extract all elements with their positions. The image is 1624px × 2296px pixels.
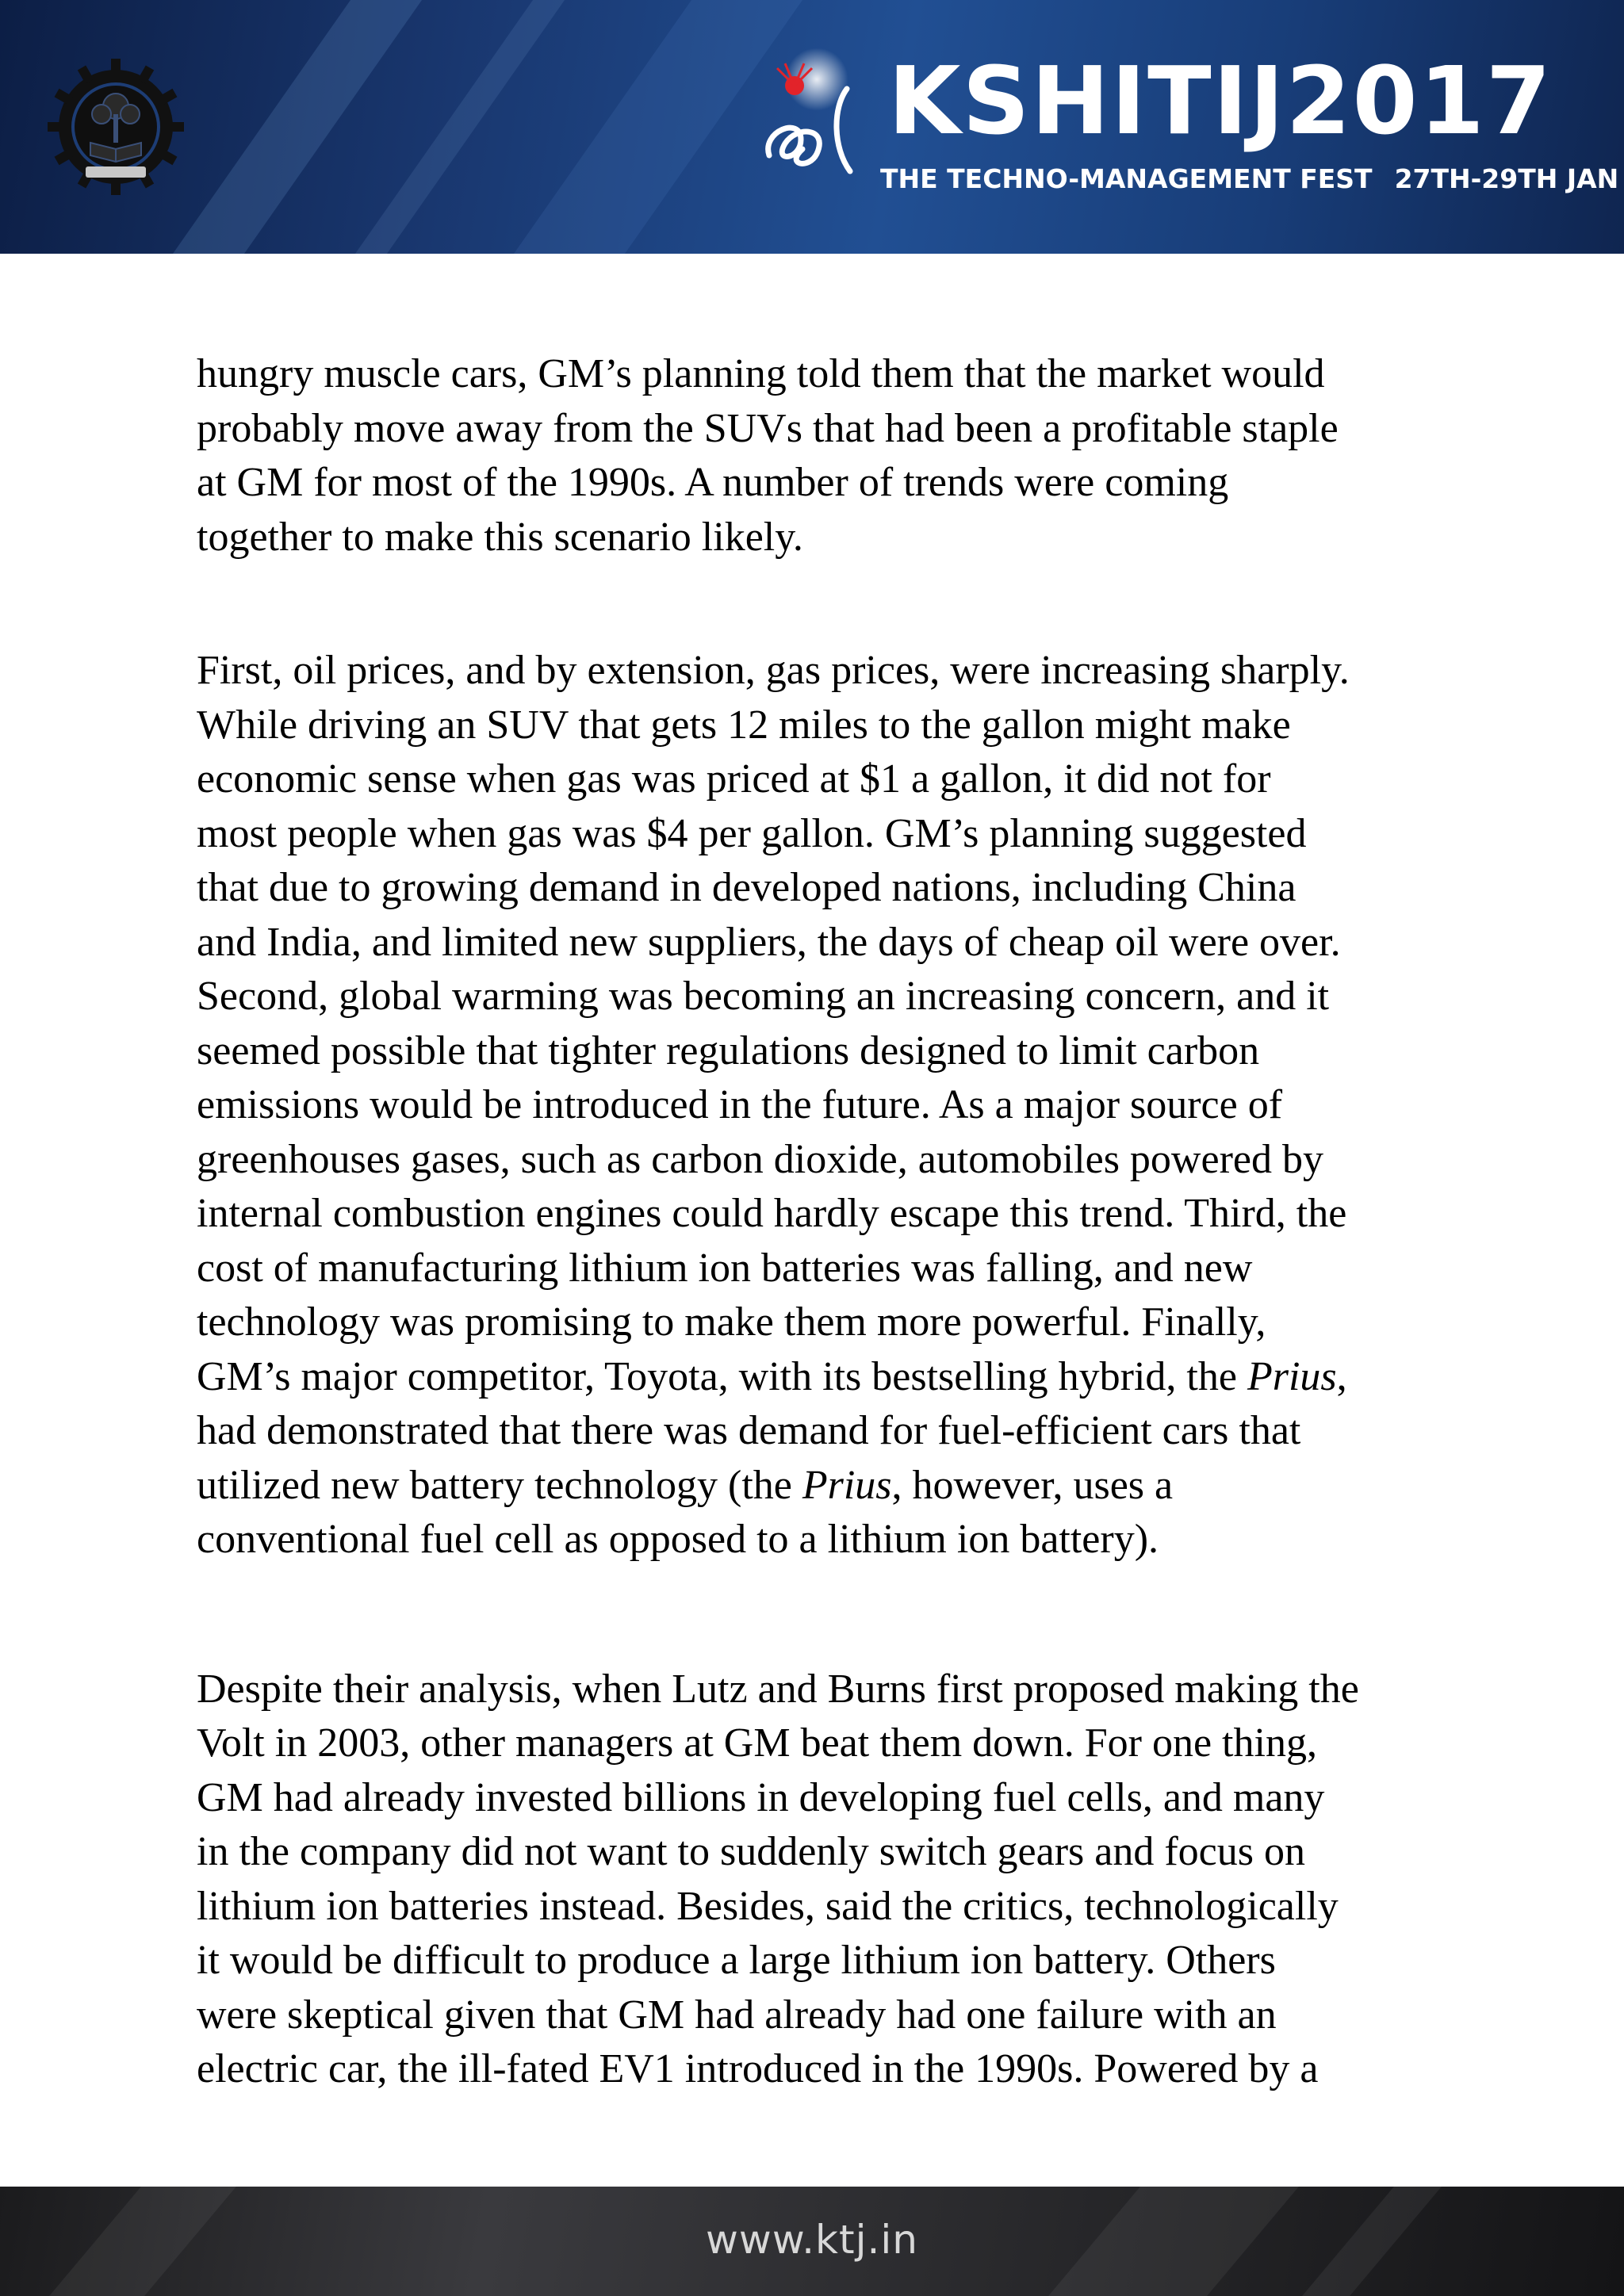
event-tagline: THE TECHNO-MANAGEMENT FEST [880, 163, 1373, 194]
document-body [197, 347, 1450, 2097]
institute-emblem-logo [46, 57, 186, 197]
kshitij-swirl-icon [753, 60, 872, 179]
prius-italic: Prius [802, 1462, 892, 1508]
event-dates: 27TH-29TH JAN [1394, 163, 1619, 194]
paragraph-2 [197, 644, 1450, 1567]
event-subtitle [880, 163, 1618, 195]
event-brand [753, 44, 1619, 203]
header-banner [0, 0, 1624, 254]
prius-italic: Prius [1247, 1353, 1337, 1399]
paragraph-2-part-2: , had demonstrated that there was demand for fuel-efficient cars that utilized new battery technology (the [197, 1353, 1347, 1508]
paragraph-2-part-3: , however, uses a conventional fuel cell as opposed to a lithium ion battery). [197, 1462, 1174, 1562]
event-title: KSHITIJ2017 [888, 46, 1553, 155]
footer-banner [0, 2187, 1624, 2296]
paragraph-1: hungry muscle cars, GM’s planning told them that the market would probably move away from the SUVs that had been a profitable staple at GM for most of the 1990s. A number of trends were coming together to make this scenario likely. [197, 351, 1339, 560]
website-url[interactable]: www.ktj.in [706, 2217, 918, 2263]
paragraph-2-part-1: First, oil prices, and by extension, gas prices, were increasing sharply. While driving an SUV that gets 12 miles to the gallon might make economic sense when gas was priced at $1 a gallon, it did not for most people when gas was $4 per gallon. GM’s planning suggested that due to growing demand in developed nations, including China and India, and limited new suppliers, the days of cheap oil were over. Second, global warming was becoming an increasing concern, and it seemed possible that tighter regulations designed to limit carbon emissions would be introduced in the future. As a major source of greenhouses gases, such as carbon dioxide, automobiles powered by internal combustion engines could hardly escape this trend. Third, the cost of manufacturing lithium ion batteries was falling, and new technology was promising to make them more powerful. Finally, GM’s major competitor, Toyota, with its bestselling hybrid, the [197, 648, 1350, 1399]
paragraph-3: Despite their analysis, when Lutz and Burns first proposed making the Volt in 2003, other managers at GM beat them down. For one thing, GM had already invested billions in developing fuel cells, and many in the company did not want to suddenly switch gears and focus on lithium ion batteries instead. Besides, said the critics, technologically it would be difficult to produce a large lithium ion battery. Others were skeptical given that GM had already had one failure with an electric car, the ill-fated EV1 introduced in the 1990s. Powered by a [197, 1666, 1359, 2091]
